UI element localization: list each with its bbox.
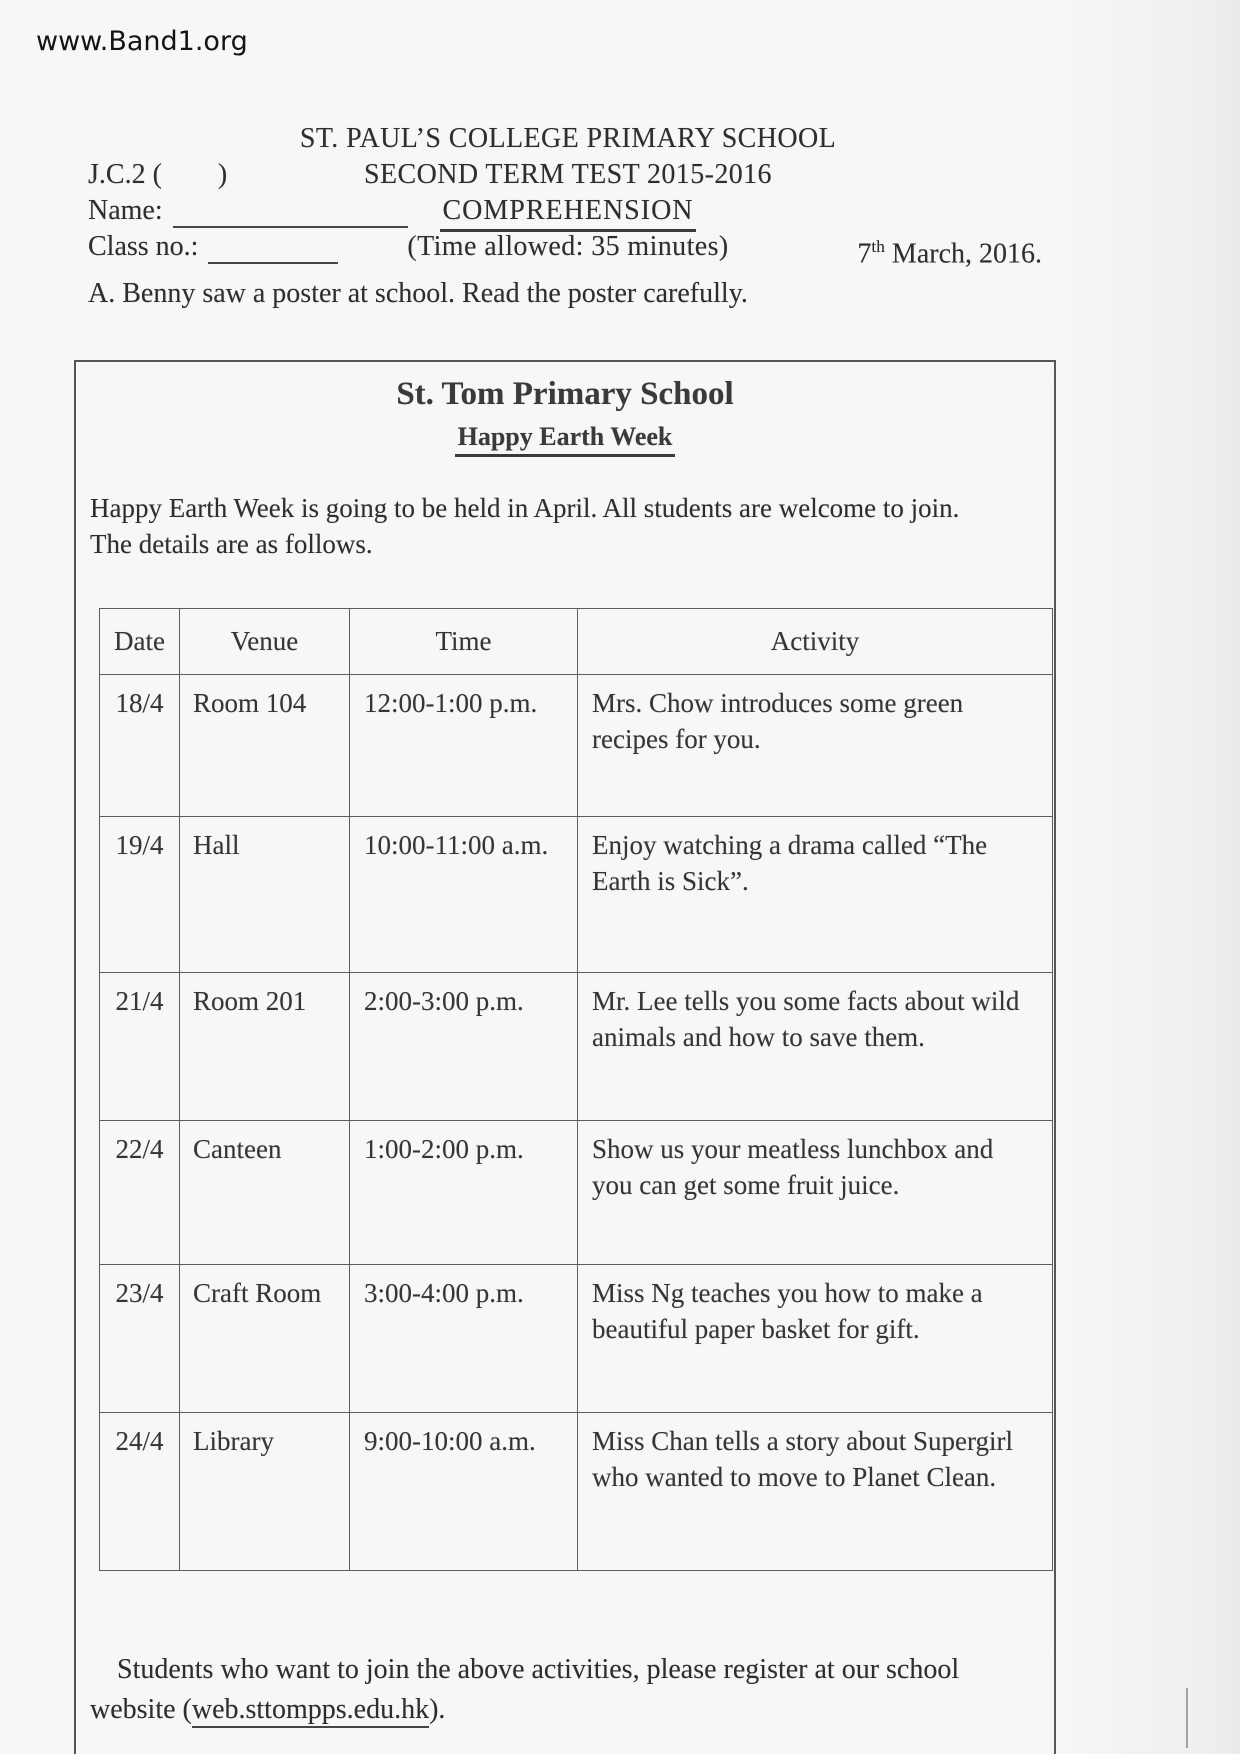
cell-venue: Room 201: [180, 973, 350, 1121]
cell-venue: Craft Room: [180, 1265, 350, 1413]
table-header-row: [100, 609, 1053, 675]
poster-intro-line1: Happy Earth Week is going to be held in April. All students are welcome to join.: [90, 493, 960, 523]
footer-line1: Students who want to join the above activities, please register at our school: [117, 1654, 960, 1685]
exam-date-ordinal: th: [871, 237, 885, 256]
cell-time: 1:00-2:00 p.m.: [350, 1121, 578, 1265]
table-row: [100, 675, 1053, 817]
class-no-label: Class no.:: [88, 231, 199, 262]
watermark: www.Band1.org: [36, 26, 248, 57]
footer-line2-suffix: ).: [429, 1694, 446, 1725]
school-name: ST. PAUL’S COLLEGE PRIMARY SCHOOL: [299, 123, 837, 154]
table-row: [100, 817, 1053, 973]
cell-date: 23/4: [100, 1265, 180, 1413]
cell-venue: Library: [180, 1413, 350, 1571]
exam-date-rest: March, 2016.: [884, 238, 1042, 270]
cell-time: 3:00-4:00 p.m.: [350, 1265, 578, 1413]
cell-time: 12:00-1:00 p.m.: [350, 675, 578, 817]
cell-activity: Miss Ng teaches you how to make a beautiful paper basket for gift.: [578, 1265, 1053, 1413]
poster-intro: [90, 490, 1042, 562]
table-row: [100, 973, 1053, 1121]
poster-box: [74, 360, 1056, 1754]
class-no-blank: [208, 240, 338, 264]
website-link: web.sttompps.edu.hk: [192, 1694, 429, 1728]
class-field: J.C.2 ( ): [88, 159, 228, 190]
cell-date: 21/4: [100, 973, 180, 1121]
header-venue: Venue: [180, 609, 350, 675]
cell-activity: Show us your meatless lunchbox and you can get some fruit juice.: [578, 1121, 1053, 1265]
name-label: Name:: [88, 195, 163, 226]
table-row: [100, 1413, 1053, 1571]
cell-venue: Room 104: [180, 675, 350, 817]
section-a-instruction: A. Benny saw a poster at school. Read the poster carefully.: [88, 278, 748, 309]
cell-date: 19/4: [100, 817, 180, 973]
poster-title: St. Tom Primary School: [396, 376, 734, 412]
cell-venue: Hall: [180, 817, 350, 973]
activities-table: [99, 608, 1053, 1571]
scan-edge-artifact: [1186, 1688, 1188, 1748]
cell-date: 18/4: [100, 675, 180, 817]
cell-time: 10:00-11:00 a.m.: [350, 817, 578, 973]
cell-time: 9:00-10:00 a.m.: [350, 1413, 578, 1571]
cell-time: 2:00-3:00 p.m.: [350, 973, 578, 1121]
footer-line2: [90, 1690, 1042, 1730]
poster-subtitle: Happy Earth Week: [455, 422, 676, 457]
cell-date: 24/4: [100, 1413, 180, 1571]
name-field: [88, 194, 408, 228]
poster-footer: [90, 1650, 1042, 1730]
header-activity: Activity: [578, 609, 1053, 675]
exam-header: [88, 122, 1048, 270]
cell-activity: Enjoy watching a drama called “The Earth is Sick”.: [578, 817, 1053, 973]
table-row: [100, 1265, 1053, 1413]
poster-intro-line2: The details are as follows.: [90, 529, 373, 559]
cell-venue: Canteen: [180, 1121, 350, 1265]
class-no-field: [88, 230, 338, 264]
name-blank: [173, 204, 408, 228]
cell-activity: Mrs. Chow introduces some green recipes for you.: [578, 675, 1053, 817]
table-row: [100, 1121, 1053, 1265]
footer-line2-prefix: website (: [90, 1694, 192, 1725]
header-time: Time: [350, 609, 578, 675]
cell-activity: Miss Chan tells a story about Supergirl who wanted to move to Planet Clean.: [578, 1413, 1053, 1571]
time-allowed: (Time allowed: 35 minutes): [407, 231, 729, 262]
term-test-title: SECOND TERM TEST 2015-2016: [364, 159, 772, 190]
header-date: Date: [100, 609, 180, 675]
cell-date: 22/4: [100, 1121, 180, 1265]
subject-title: COMPREHENSION: [440, 194, 695, 232]
exam-date-day: 7: [857, 238, 872, 270]
exam-date: [857, 230, 1042, 271]
cell-activity: Mr. Lee tells you some facts about wild animals and how to save them.: [578, 973, 1053, 1121]
